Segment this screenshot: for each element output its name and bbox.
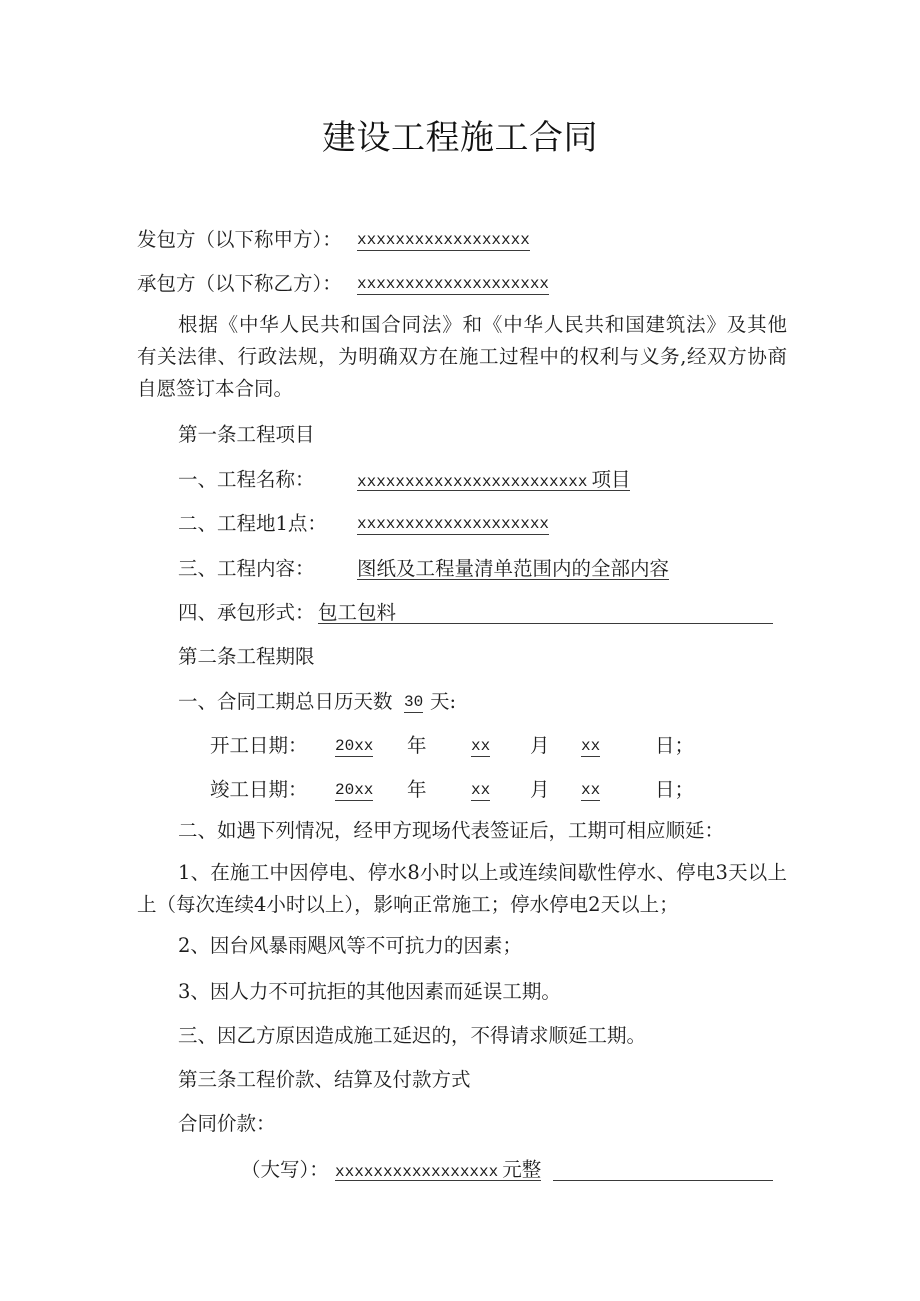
end-date-label: 竣工日期： [210,778,308,801]
start-date-month: xx [471,737,491,755]
capital-blank-line [553,1160,773,1181]
start-date-day: xx [581,737,601,755]
duration-label: 一、合同工期总日历天数 [178,690,393,713]
article-1-heading: 第一条工程项目 [178,423,315,446]
no-extension-clause: 三、因乙方原因造成施工延迟的，不得请求顺延工期。 [178,1024,647,1047]
capital-amount-suffix: 元整 [502,1158,542,1181]
duration-unit: 天: [430,690,457,713]
capital-amount-placeholder: xxxxxxxxxxxxxxxxx [335,1163,499,1181]
contract-price-label: 合同价款： [178,1112,276,1135]
project-scope-label: 三、工程内容： [178,557,315,580]
start-date-label: 开工日期： [210,734,308,757]
preamble-line-1: 根据《中华人民共和国合同法》和《中华人民共和国建筑法》及其他 [178,313,787,336]
article-3-heading: 第三条工程价款、结算及付款方式 [178,1068,471,1091]
end-date-month-unit: 月 [530,778,550,801]
start-date-month-unit: 月 [530,734,550,757]
start-date-year-unit: 年 [407,734,427,757]
contract-form-value: 包工包料 [318,603,773,624]
condition-1-line-1: 1、在施工中因停电、停水8小时以上或连续间歇性停水、停电3天以上 [178,861,787,884]
contract-form-label: 四、承包形式： [178,601,315,624]
end-date-year: 20xx [335,781,374,799]
preamble-line-3: 自愿签订本合同。 [137,377,294,400]
project-name-label: 一、工程名称： [178,468,315,491]
party-a-label: 发包方（以下称甲方）： [137,228,342,251]
project-name-placeholder: xxxxxxxxxxxxxxxxxxxxxxxx [357,473,588,491]
project-site-value: xxxxxxxxxxxxxxxxxxxx [357,515,550,533]
capital-amount-label: （大写）： [241,1158,329,1181]
extension-heading: 二、如遇下列情况，经甲方现场代表签证后，工期可相应顺延： [178,819,725,842]
condition-2: 2、因台风暴雨飓风等不可抗力的因素； [178,934,522,957]
party-b-value: xxxxxxxxxxxxxxxxxxxx [357,275,550,293]
end-date-day-unit: 日； [655,778,695,801]
party-b-label: 承包方（以下称乙方）： [137,272,342,295]
project-scope-value: 图纸及工程量清单范围内的全部内容 [357,557,670,580]
party-a-value: xxxxxxxxxxxxxxxxxx [357,231,530,249]
condition-1-line-2: 上（每次连续4小时以上），影响正常施工；停水停电2天以上； [137,893,679,916]
project-name-value [357,470,630,491]
project-site-label: 二、工程地1点： [178,512,327,535]
article-2-heading: 第二条工程期限 [178,645,315,668]
start-date-year: 20xx [335,737,374,755]
preamble-line-2: 有关法律、行政法规，为明确双方在施工过程中的权利与义务,经双方协商 [137,345,787,368]
end-date-month: xx [471,781,491,799]
end-date-day: xx [581,781,601,799]
start-date-day-unit: 日； [655,734,695,757]
condition-3: 3、因人力不可抗拒的其他因素而延误工期。 [178,980,561,1003]
duration-days: 30 [404,693,424,711]
project-name-suffix: 项目 [591,468,631,491]
capital-amount-value [335,1160,541,1181]
end-date-year-unit: 年 [407,778,427,801]
document-title: 建设工程施工合同 [322,118,598,158]
